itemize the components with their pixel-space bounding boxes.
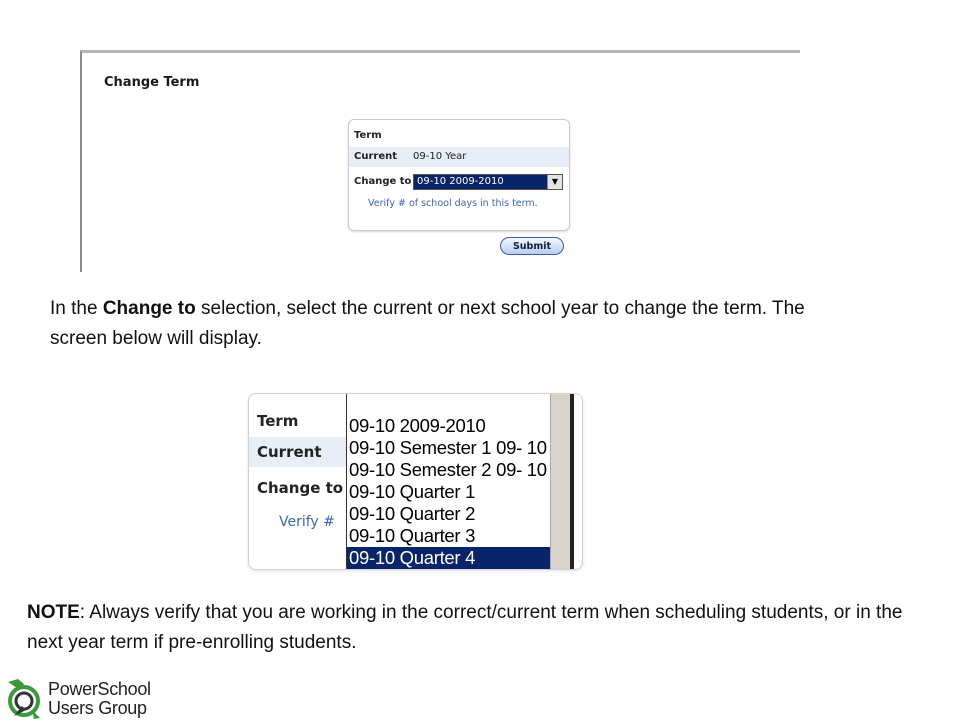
current-label: Current [257,443,322,461]
change-to-select[interactable] [413,174,563,190]
chevron-down-icon[interactable]: ▼ [547,175,562,189]
powerschool-logo-icon [2,678,46,720]
current-row [349,147,569,167]
submit-button[interactable]: Submit [500,237,564,255]
term-heading: Term [257,412,299,430]
scrollbar-edge [570,393,574,570]
change-term-screenshot [80,50,800,272]
logo-line2: Users Group [48,698,147,718]
dropdown-option[interactable]: 09-10 Quarter 3 [349,525,476,546]
verify-days-link[interactable]: Verify # [279,514,335,530]
current-label: Current [354,151,398,162]
dropdown-option[interactable]: 09-10 Semester 1 09- 10 [349,437,547,458]
dropdown-option[interactable]: 09-10 Quarter 1 [349,481,476,502]
term-dropdown-list[interactable] [346,393,550,569]
logo-line1: PowerSchool [48,679,151,699]
verify-days-link[interactable]: Verify # of school days in this term. [368,198,538,209]
instructions-bold: Change to [102,298,196,319]
dropdown-scrollbar[interactable] [550,393,572,570]
note-label: NOTE [27,602,80,623]
dropdown-option[interactable]: 09-10 Semester 2 09- 10 [349,459,547,480]
dropdown-option-selected[interactable]: 09-10 Quarter 4 [347,547,550,569]
change-to-selected-value: 09-10 2009-2010 [417,176,504,187]
note-text [27,598,927,658]
instructions-text [50,294,850,354]
dropdown-zoom-screenshot [248,393,583,570]
current-value: 09-10 Year [413,151,467,162]
page-title: Change Term [104,75,200,90]
instructions-prefix: In the [50,298,103,319]
dropdown-option[interactable]: 09-10 Quarter 2 [349,503,476,524]
logo-text [48,680,151,718]
term-heading: Term [354,130,382,141]
powerschool-users-group-logo [2,678,162,720]
dropdown-option[interactable]: 09-10 2009-2010 [349,415,486,436]
change-to-label: Change to [257,479,344,497]
instructions-suffix: selection, select the current or next school year to change the term. The screen below will display. [50,298,805,349]
change-to-label: Change to [354,176,412,187]
note-body: : Always verify that you are working in the correct/current term when scheduling students, or in the next year term if pre-enrolling students. [27,602,903,653]
term-panel [348,119,570,231]
